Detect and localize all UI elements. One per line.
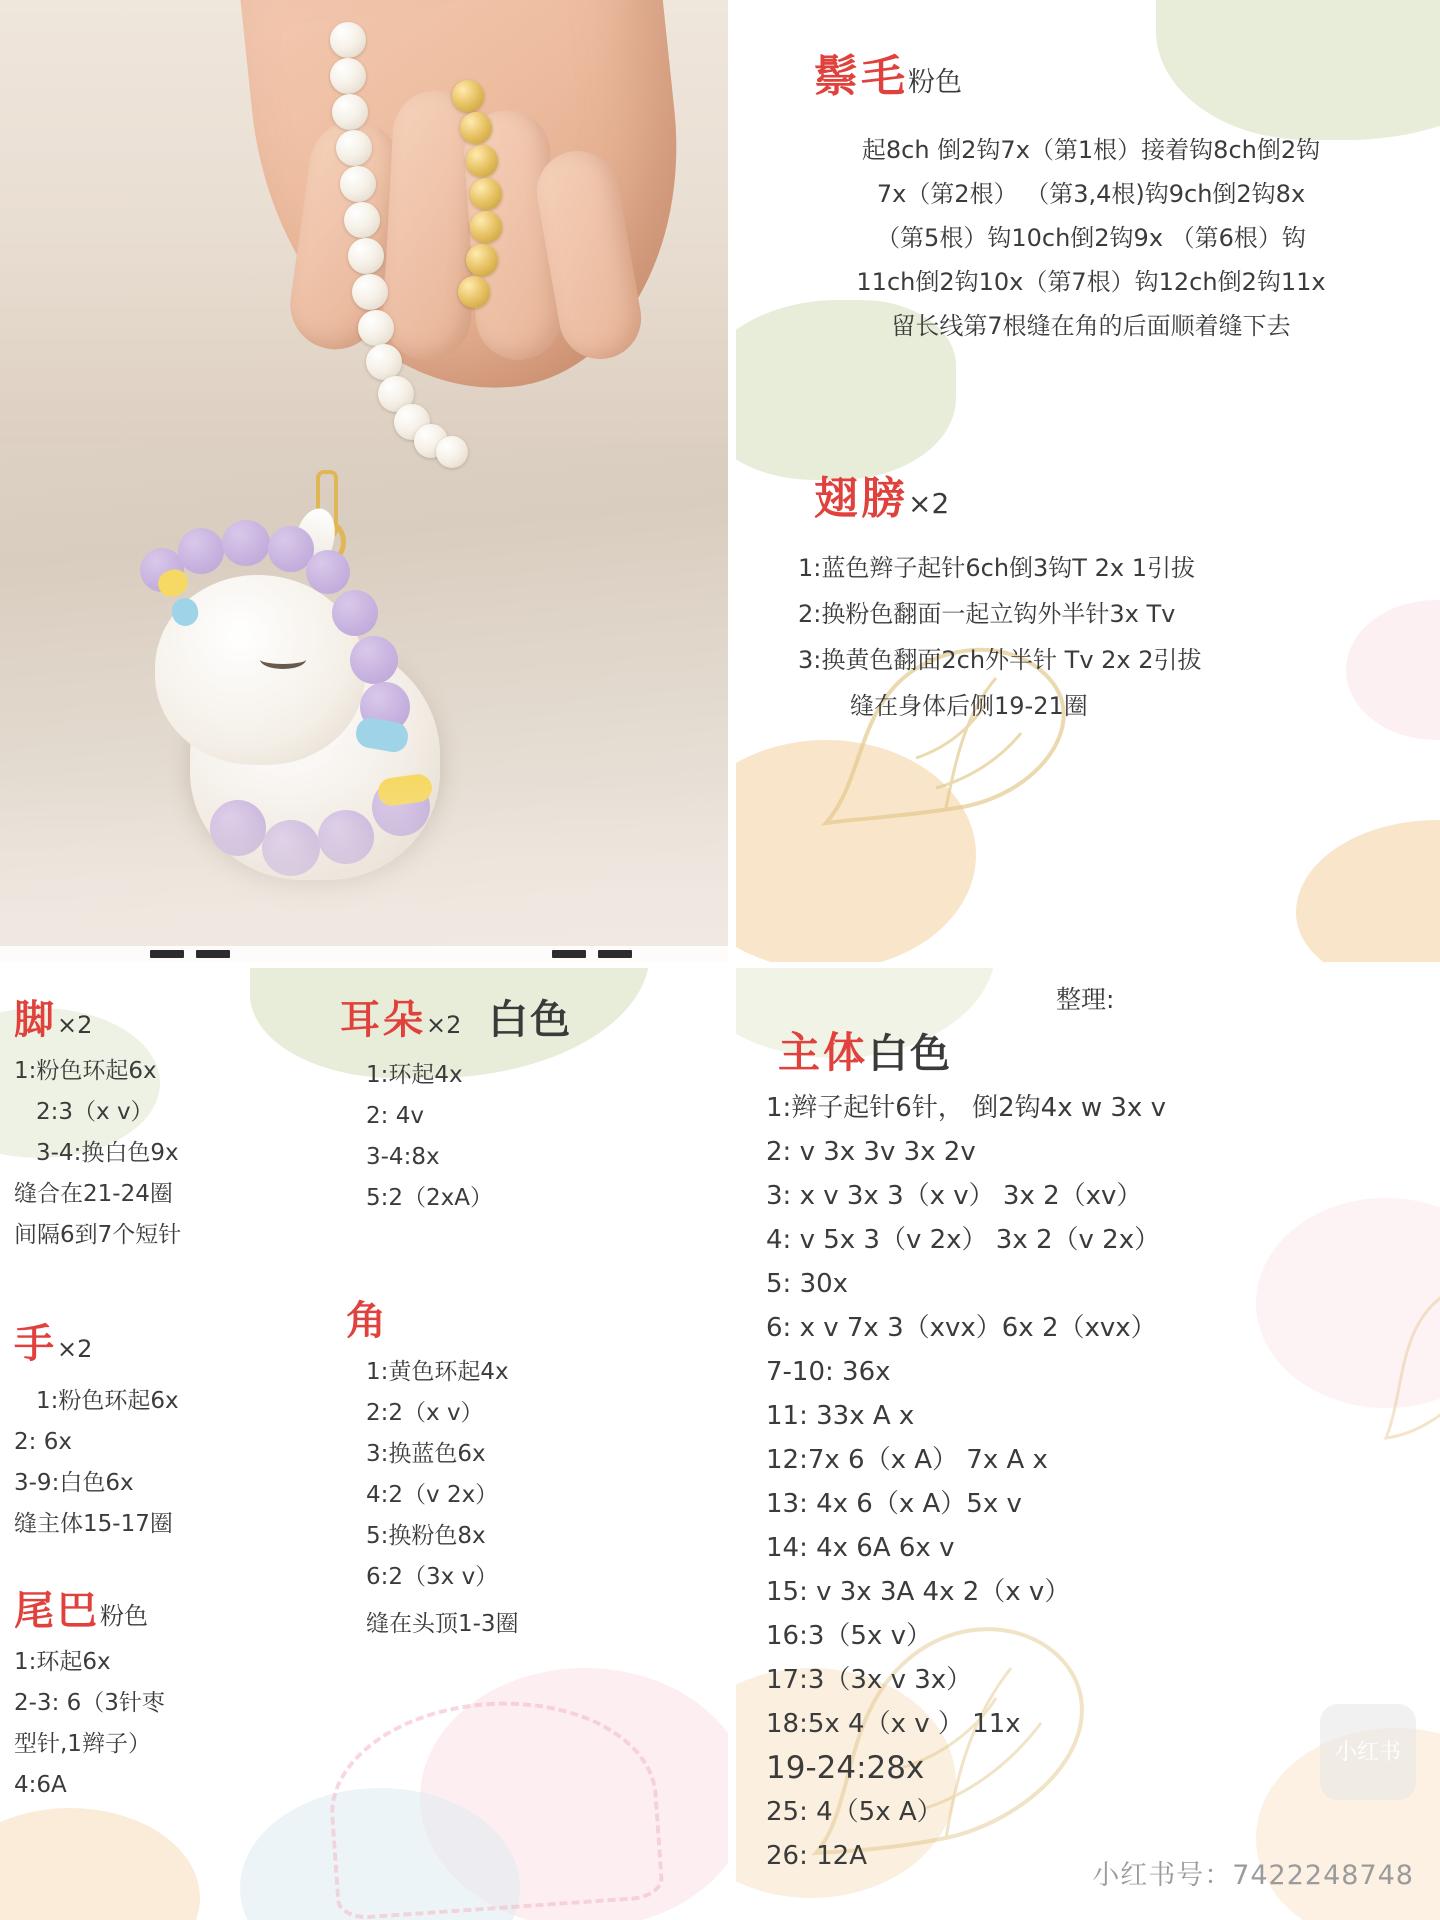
feet-line: 间隔6到7个短针: [14, 1222, 182, 1248]
horn-line: 4:2（v 2x）: [366, 1482, 499, 1508]
mane-line: （第5根）钩10ch倒2钩9x （第6根）钩: [876, 224, 1306, 252]
tail-instructions: [14, 1642, 334, 1806]
body-color: 白色: [868, 1031, 953, 1077]
feet-multiplier: ×2: [57, 1011, 93, 1039]
bead-chain: [0, 0, 728, 560]
hands-section-title: [14, 1312, 334, 1369]
left-column-two: [340, 988, 700, 1645]
ears-color: 白色: [488, 997, 573, 1043]
hands-line: 2: 6x: [14, 1429, 72, 1455]
feet-line: 1:粉色环起6x: [14, 1058, 157, 1084]
body-title: 主体: [778, 1028, 869, 1077]
body-line: 6: x v 7x 3（xvx）6x 2（xvx）: [766, 1313, 1157, 1343]
wings-line: 3:换黄色翻面2ch外半针 Tv 2x 2引拔: [798, 646, 1202, 674]
photo-bottom-bar: [0, 946, 728, 962]
body-line: 1:辫子起针6针， 倒2钩4x w 3x v: [766, 1093, 1166, 1123]
body-line: 15: v 3x 3A 4x 2（x v）: [766, 1577, 1071, 1607]
horn-section-title: [340, 1289, 700, 1346]
tail-line: 1:环起6x: [14, 1649, 111, 1675]
watermark-label: 小红书: [1334, 1739, 1401, 1764]
mane-section-title: [814, 40, 962, 104]
mane-instructions: [776, 128, 1406, 348]
panel-mane-wings: [736, 0, 1440, 962]
mane-title: 鬃毛: [814, 51, 908, 102]
body-section-title: [778, 1020, 952, 1080]
body-line: 5: 30x: [766, 1269, 849, 1299]
feet-line: 2:3（x v）: [36, 1099, 154, 1125]
horn-note: 缝在头顶1-3圈: [366, 1611, 519, 1637]
feet-section-title: [14, 988, 334, 1045]
hands-title: 手: [14, 1321, 57, 1367]
horn-line: 1:黄色环起4x: [366, 1359, 509, 1385]
body-line: 26: 12A: [766, 1841, 867, 1871]
feet-title: 脚: [14, 997, 57, 1043]
ears-line: 1:环起4x: [366, 1062, 463, 1088]
horn-line: 5:换粉色8x: [366, 1523, 486, 1549]
horn-line: 3:换蓝色6x: [366, 1441, 486, 1467]
mane-line: 留长线第7根缝在角的后面顺着缝下去: [891, 312, 1291, 340]
feet-line: 缝合在21-24圈: [14, 1181, 173, 1207]
ears-multiplier: ×2: [426, 1011, 462, 1039]
wings-line: 1:蓝色辫子起针6ch倒3钩T 2x 1引拔: [798, 554, 1195, 582]
body-line: 11: 33x A x: [766, 1401, 915, 1431]
wings-note: 缝在身体后侧19-21圈: [850, 692, 1088, 720]
body-line: 19-24:28x: [766, 1750, 925, 1786]
tail-line: 2-3: 6（3针枣: [14, 1690, 165, 1716]
feet-line: 3-4:换白色9x: [36, 1140, 179, 1166]
ears-instructions: [340, 1055, 700, 1219]
hands-instructions: [14, 1381, 334, 1545]
wings-line: 2:换粉色翻面一起立钩外半针3x Tv: [798, 600, 1176, 628]
horn-line: 2:2（x v）: [366, 1400, 484, 1426]
ears-line: 3-4:8x: [366, 1144, 440, 1170]
tail-title: 尾巴: [14, 1588, 100, 1634]
body-line: 14: 4x 6A 6x v: [766, 1533, 955, 1563]
body-line: 16:3（5x v）: [766, 1621, 932, 1651]
watermark-id: 小红书号：7422248748: [1092, 1860, 1414, 1891]
body-section-header: 整理:: [1056, 985, 1115, 1014]
panel-body: [736, 968, 1440, 1920]
wings-section-title: [814, 462, 949, 526]
body-line: 7-10: 36x: [766, 1357, 891, 1387]
hands-multiplier: ×2: [57, 1335, 93, 1363]
watermark-badge: [1320, 1704, 1416, 1800]
mane-line: 起8ch 倒2钩7x（第1根）接着钩8ch倒2钩: [861, 136, 1321, 164]
body-line: 2: v 3x 3v 3x 2v: [766, 1137, 976, 1167]
wings-multiplier: ×2: [908, 487, 950, 520]
horn-title: 角: [346, 1298, 389, 1344]
panel-feet-hands-tail-ears-horn: [0, 968, 728, 1920]
mane-subtitle: 粉色: [908, 67, 962, 98]
tail-section-title: [14, 1579, 334, 1636]
wings-title: 翅膀: [814, 473, 908, 524]
left-column-one: [14, 988, 334, 1806]
wings-instructions: [798, 545, 1418, 729]
unicorn-photo: [0, 0, 728, 962]
ears-line: 5:2（2xA）: [366, 1185, 493, 1211]
body-line: 13: 4x 6（x A）5x v: [766, 1489, 1022, 1519]
tail-line: 型针,1辫子）: [14, 1731, 151, 1757]
ears-line: 2: 4v: [366, 1103, 424, 1129]
hands-line: 3-9:白色6x: [14, 1470, 134, 1496]
horn-instructions: [340, 1352, 700, 1645]
hands-line: 1:粉色环起6x: [36, 1388, 179, 1414]
body-line: 12:7x 6（x A） 7x A x: [766, 1445, 1048, 1475]
ears-title: 耳朵: [340, 997, 426, 1043]
ears-section-title: [340, 988, 700, 1045]
feet-instructions: [14, 1051, 334, 1256]
mane-line: 7x（第2根） （第3,4根)钩9ch倒2钩8x: [876, 180, 1306, 208]
tail-line: 4:6A: [14, 1772, 67, 1798]
body-line: 4: v 5x 3（v 2x） 3x 2（v 2x）: [766, 1225, 1161, 1255]
body-line: 17:3（3x v 3x）: [766, 1665, 973, 1695]
hands-line: 缝主体15-17圈: [14, 1511, 173, 1537]
tail-subtitle: 粉色: [100, 1602, 148, 1630]
horn-line: 6:2（3x v）: [366, 1564, 499, 1590]
mane-line: 11ch倒2钩10x（第7根）钩12ch倒2钩11x: [856, 268, 1326, 296]
body-line: 25: 4（5x A）: [766, 1797, 943, 1827]
body-line: 18:5x 4（x v ） 11x: [766, 1709, 1021, 1739]
body-line: 3: x v 3x 3（x v） 3x 2（xv）: [766, 1181, 1143, 1211]
